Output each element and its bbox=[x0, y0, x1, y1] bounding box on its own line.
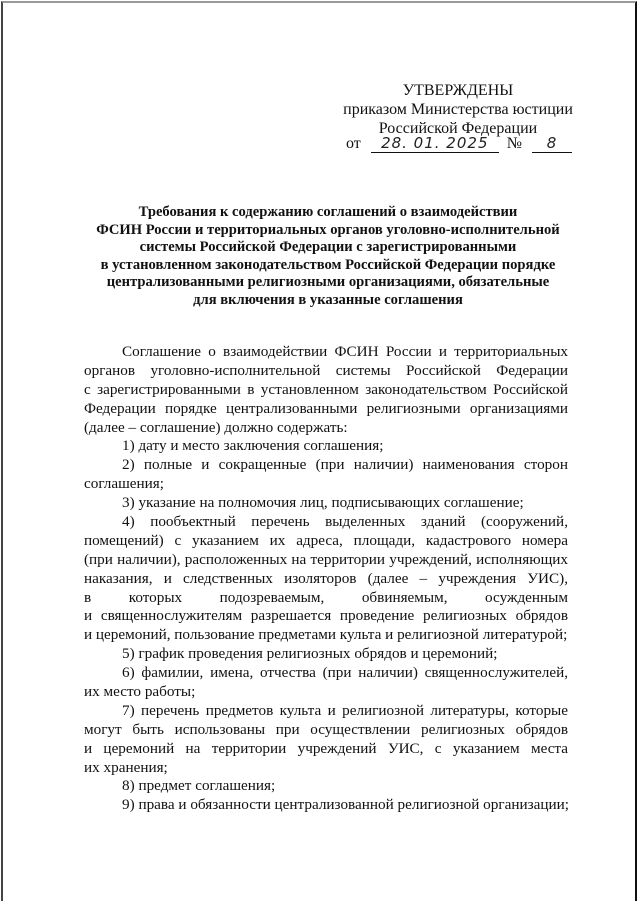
list-item-1: 1) дату и место заключения соглашения; bbox=[122, 437, 384, 455]
list-item-2: 2) полные и сокращенные (при наличии) наименования сторон bbox=[122, 456, 568, 474]
title-line: Требования к содержанию соглашений о взаимодействии bbox=[138, 204, 518, 220]
body-line: наказания, и следственных изоляторов (далее – учреждения УИС), bbox=[84, 569, 568, 587]
body-line: (при наличии), расположенных на территории учреждений, исполняющих bbox=[84, 550, 568, 568]
list-item-7: 7) перечень предметов культа и религиозной литературы, которые bbox=[122, 701, 568, 719]
title-line: ФСИН России и территориальных органов уголовно-исполнительной bbox=[96, 221, 560, 238]
body-line: и священнослужителям разрешается проведение религиозных обрядов bbox=[84, 607, 568, 625]
date-prefix: от bbox=[346, 135, 361, 152]
list-item-8: 8) предмет соглашения; bbox=[122, 777, 276, 795]
body-line: с зарегистрированными в установленном законодательством Российской bbox=[84, 380, 568, 398]
document-body bbox=[84, 343, 568, 815]
body-line: их место работы; bbox=[84, 683, 196, 701]
document-title bbox=[73, 204, 583, 310]
list-item-4: 4) пообъектный перечень выделенных зданий (сооружений, bbox=[122, 513, 568, 531]
title-line: централизованными религиозными организациями, обязательные bbox=[106, 274, 550, 291]
approval-date-row bbox=[346, 134, 572, 153]
body-line: и церемоний на территории учреждений УИС, с указанием места bbox=[84, 739, 568, 757]
title-line: в установленном законодательством Российской Федерации порядке bbox=[100, 256, 556, 273]
document-page bbox=[1, 1, 637, 901]
approval-ministry-line: Российской Федерации bbox=[378, 120, 538, 137]
approval-heading: УТВЕРЖДЕНЫ bbox=[402, 82, 514, 99]
list-item-5: 5) график проведения религиозных обрядов и церемоний; bbox=[122, 645, 498, 663]
handwritten-number: 8 bbox=[532, 134, 572, 153]
body-line: (далее – соглашение) должно содержать: bbox=[84, 418, 348, 436]
body-line: Федерации порядке централизованными религиозными организациями bbox=[84, 399, 568, 417]
handwritten-date: 28. 01. 2025 bbox=[371, 134, 499, 153]
list-item-6: 6) фамилии, имена, отчества (при наличии) священнослужителей, bbox=[122, 664, 568, 682]
approval-stamp bbox=[333, 81, 583, 138]
body-line: соглашения; bbox=[84, 475, 165, 493]
body-line: Соглашение о взаимодействии ФСИН России и территориальных bbox=[122, 343, 568, 360]
title-line: системы Российской Федерации с зарегистрированными bbox=[139, 239, 517, 256]
body-line: органов уголовно-исполнительной системы Российской Федерации bbox=[84, 361, 568, 379]
list-item-9: 9) права и обязанности централизованной религиозной организации; bbox=[122, 796, 569, 814]
number-prefix: № bbox=[506, 135, 523, 152]
body-line: их хранения; bbox=[84, 758, 168, 776]
body-line: в которых подозреваемым, обвиняемым, осужденным bbox=[84, 588, 568, 606]
body-line: и церемоний, пользование предметами культа и религиозной литературой; bbox=[84, 626, 568, 644]
body-line: могут быть использованы при осуществлении религиозных обрядов bbox=[84, 720, 568, 738]
body-line: помещений) с указанием их адреса, площади, кадастрового номера bbox=[84, 531, 568, 549]
list-item-3: 3) указание на полномочия лиц, подписывающих соглашение; bbox=[122, 494, 524, 512]
title-line: для включения в указанные соглашения bbox=[193, 291, 463, 308]
approval-order-line: приказом Министерства юстиции bbox=[343, 101, 573, 118]
